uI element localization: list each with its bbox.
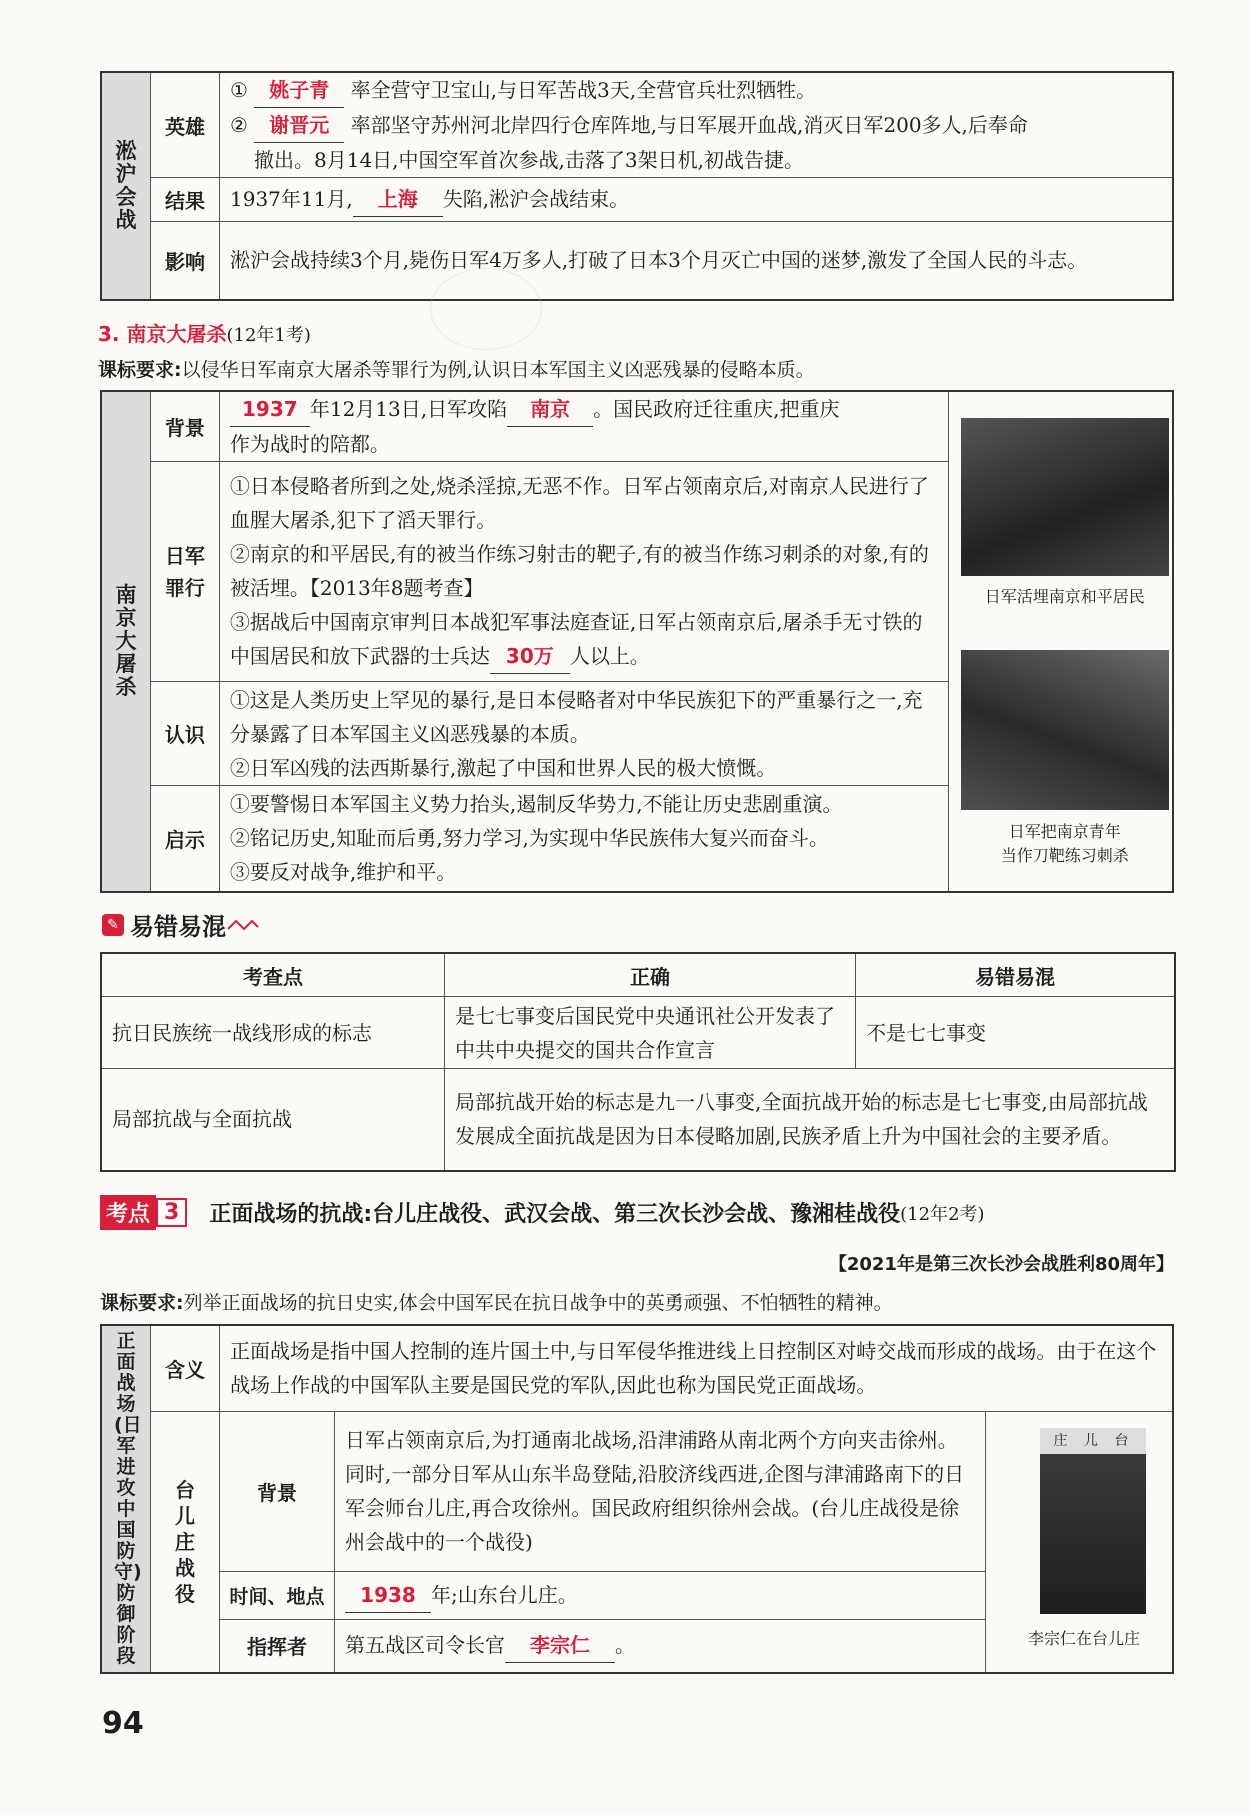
songhu-side-label: 淞沪会战 [101, 72, 151, 300]
crime-label: 日军罪行 [150, 462, 219, 682]
cmd-blank: 李宗仁 [505, 1628, 615, 1663]
lizongren-photo-caption: 李宗仁在台儿庄 [1027, 1628, 1140, 1648]
nanjing-table [100, 390, 1174, 893]
hero-label: 英雄 [151, 72, 220, 178]
col-point: 考查点 [101, 953, 445, 997]
cmd-text: 第五战区司令长官 李宗仁 。 [335, 1619, 986, 1673]
anniversary-note: 【2021年是第三次长沙会战胜利80周年】 [828, 1254, 1174, 1275]
nanjing-side-label: 南京大屠杀 [101, 391, 150, 892]
tez-photo-column [986, 1411, 1174, 1673]
kaodian-heading: 考点 3 正面战场的抗战:台儿庄战役、武汉会战、第三次长沙会战、豫湘桂战役 (12年2考) [100, 1195, 985, 1230]
easy-err-table [100, 952, 1176, 1172]
bg-year-blank: 1937 [230, 392, 310, 427]
time-text: 1938 年;山东台儿庄。 [335, 1571, 986, 1619]
time-label: 时间、地点 [220, 1571, 335, 1619]
meaning-label: 含义 [151, 1325, 220, 1411]
kaodian-title: 正面战场的抗战:台儿庄战役、武汉会战、第三次长沙会战、豫湘桂战役 [209, 1202, 901, 1227]
know-label: 认识 [150, 682, 219, 786]
meaning-text: 正面战场是指中国人控制的连片国土中,与日军侵华推进线上日控制区对峙交战而形成的战场。由于在这个战场上作战的中国军队主要是国民党的军队,因此也称为国民党正面战场。 [220, 1325, 1174, 1411]
tez-label: 台儿庄战役 [151, 1411, 220, 1673]
wave-icon [226, 917, 260, 933]
insp-label: 启示 [150, 786, 219, 892]
table-row: 局部抗战与全面抗战 局部抗战开始的标志是九一八事变,全面抗战开始的标志是七七事变,由局部抗战发展成全面抗战是因为日本侵略加剧,民族矛盾上升为中国社会的主要矛盾。 [101, 1069, 1175, 1171]
bg-city-blank: 南京 [507, 392, 593, 427]
watermark-stamp [430, 268, 542, 350]
tez-bg-text: 日军占领南京后,为打通南北战场,沿津浦路从南北两个方向夹击徐州。同时,一部分日军从山东半岛登陆,沿胶济线西进,企图与津浦路南下的日军会师台儿庄,再合攻徐州。国民政府组织徐州会战。(台儿庄战役是徐州会战中的一个战役) [335, 1411, 986, 1571]
pencil-icon: ✎ [102, 914, 124, 936]
nanjing-heading: 3. 南京大屠杀(12年1考) [98, 322, 311, 346]
result-blank: 上海 [353, 182, 443, 217]
hero1-blank: 姚子青 [254, 73, 344, 108]
lizongren-photo [1040, 1428, 1146, 1614]
time-blank: 1938 [345, 1578, 431, 1613]
tez-bg-label: 背景 [220, 1411, 335, 1571]
bg-text: 1937 年12月13日,日军攻陷 南京 。国民政府迁往重庆,把重庆 作为战时的陪都。 [219, 391, 948, 462]
hero2-blank: 谢晋元 [254, 108, 344, 143]
easy-err-heading: ✎ 易错易混 [102, 907, 260, 942]
hero-text: ① 姚子青 率全营守卫宝山,与日军苦战3天,全营官兵壮烈牺牲。 ② 谢晋元 率部坚守苏州河北岸四行仓库阵地,与日军展开血战,消灭日军200多人,后奉命 撤出。8月14日,中国空军首次参战,击落了3架日机,初战告捷。 [220, 72, 1174, 178]
bg-label: 背景 [150, 391, 219, 462]
kaodian-badge: 考点 [100, 1195, 156, 1230]
bayonet-photo [961, 650, 1169, 810]
nanjing-photo-column [948, 391, 1173, 892]
crime-count-blank: 30万 [490, 639, 570, 674]
impact-text: 淞沪会战持续3个月,毙伤日军4万多人,打破了日本3个月灭亡中国的迷梦,激发了全国人民的斗志。 [220, 222, 1174, 300]
result-label: 结果 [151, 178, 220, 222]
songhu-table [100, 71, 1174, 301]
photo-sign-text: 庄 儿 台 [1053, 1432, 1135, 1449]
cmd-label: 指挥者 [220, 1619, 335, 1673]
crime-text: ①日本侵略者所到之处,烧杀淫掠,无恶不作。日军占领南京后,对南京人民进行了血腥大屠杀,犯下了滔天罪行。 ②南京的和平居民,有的被当作练习射击的靶子,有的被当作练习刺杀的对象,有的被活埋。【2013年8题考查】 ③据战后中国南京审判日本战犯军事法庭查证,日军占领南京后,屠杀手无寸铁的中国居民和放下武器的士兵达 30万 人以上。 [219, 462, 948, 682]
insp-text: ①要警惕日本军国主义势力抬头,遏制反华势力,不能让历史悲剧重演。 ②铭记历史,知耻而后勇,努力学习,为实现中华民族伟大复兴而奋斗。 ③要反对战争,维护和平。 [219, 786, 948, 892]
front-side-label: 正面战场(日军进攻中国防守)防御阶段 [101, 1325, 151, 1673]
col-correct: 正确 [445, 953, 856, 997]
burial-photo [961, 418, 1169, 576]
page-number: 94 [102, 1706, 144, 1741]
table-row: 抗日民族统一战线形成的标志 是七七事变后国民党中央通讯社公开发表了中共中央提交的国共合作宣言 不是七七事变 [101, 997, 1175, 1069]
front-table [100, 1324, 1174, 1674]
know-text: ①这是人类历史上罕见的暴行,是日本侵略者对中华民族犯下的严重暴行之一,充分暴露了日本军国主义凶恶残暴的本质。 ②日军凶残的法西斯暴行,激起了中国和世界人民的极大愤慨。 [219, 682, 948, 786]
burial-photo-caption: 日军活埋南京和平居民 [984, 587, 1145, 606]
nanjing-requirement: 课标要求:以侵华日军南京大屠杀等罪行为例,认识日本军国主义凶恶残暴的侵略本质。 [98, 359, 815, 381]
result-text: 1937年11月, 上海 失陷,淞沪会战结束。 [220, 178, 1174, 222]
impact-label: 影响 [151, 222, 220, 300]
col-wrong: 易错易混 [856, 953, 1176, 997]
front-requirement: 课标要求:列举正面战场的抗日史实,体会中国军民在抗日战争中的英勇顽强、不怕牺牲的精神。 [100, 1292, 893, 1314]
bayonet-photo-caption: 日军把南京青年 当作刀靶练习刺杀 [1000, 822, 1129, 865]
kaodian-number: 3 [156, 1198, 187, 1227]
